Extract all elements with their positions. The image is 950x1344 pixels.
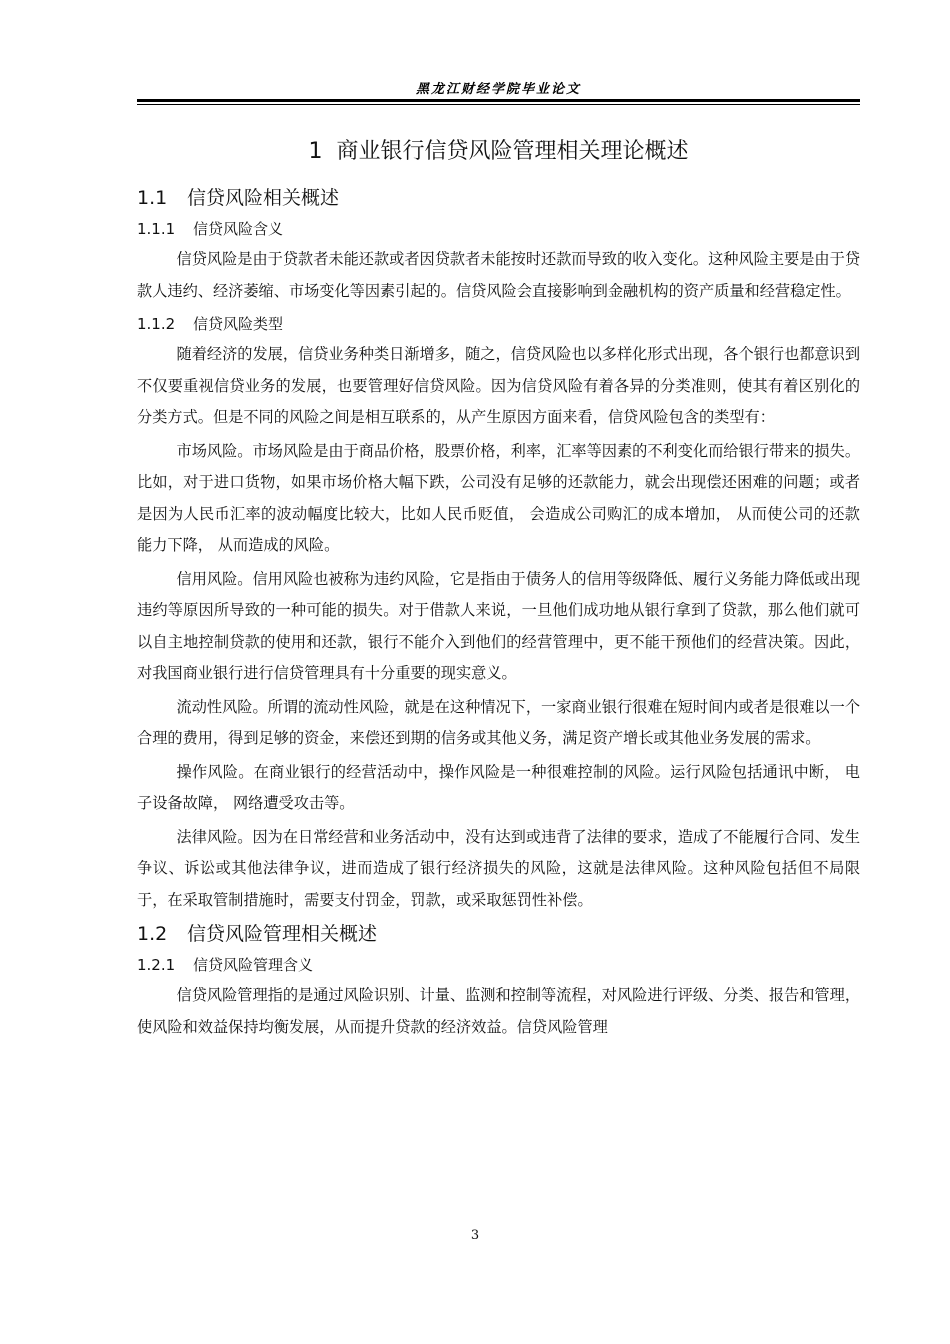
body-paragraph-operational-risk: 操作风险。在商业银行的经营活动中，操作风险是一种很难控制的风险。运行风险包括通讯中断， 电子设备故障， 网络遭受攻击等。 (137, 762, 860, 812)
body-paragraph: 信贷风险是由于贷款者未能还款或者因贷款者未能按时还款而导致的收入变化。这种风险主要是由于贷款人违约、经济萎缩、市场变化等因素引起的。信贷风险会直接影响到金融机构的资产质量和经营稳定性。 (137, 250, 860, 300)
subsection-number: 1.2.1 (137, 956, 176, 974)
section-title: 信贷风险管理相关概述 (187, 923, 378, 945)
chapter-title-text: 商业银行信贷风险管理相关理论概述 (336, 139, 689, 164)
body-paragraph: 随着经济的发展，信贷业务种类日渐增多，随之，信贷风险也以多样化形式出现，各个银行也都意识到不仅要重视信贷业务的发展，也要管理好信贷风险。因为信贷风险有着各异的分类准则，使其有着区别化的分类方式。但是不同的风险之间是相互联系的，从产生原因方面来看，信贷风险包含的类型有： (137, 345, 860, 426)
body-paragraph: 信贷风险管理指的是通过风险识别、计量、监测和控制等流程，对风险进行评级、分类、报告和管理，使风险和效益保持均衡发展，从而提升贷款的经济效益。信贷风险管理 (137, 986, 860, 1036)
header-rule (137, 99, 860, 102)
chapter-number: 1 (308, 139, 323, 164)
chapter-title (137, 132, 860, 172)
body-paragraph-credit-risk: 信用风险。信用风险也被称为违约风险，它是指由于债务人的信用等级降低、履行义务能力降低或出现违约等原因所导致的一种可能的损失。对于借款人来说，一旦他们成功地从银行拿到了贷款，那么他们就可以自主地控制贷款的使用和还款，银行不能介入到他们的经营管理中，更不能干预他们的经营决策。因此，对我国商业银行进行信贷管理具有十分重要的现实意义。 (137, 569, 860, 682)
page-body (137, 132, 860, 1045)
subsection-title: 信贷风险管理含义 (193, 956, 314, 974)
body-paragraph-market-risk: 市场风险。市场风险是由于商品价格，股票价格，利率，汇率等因素的不利变化而给银行带来的损失。比如，对于进口货物，如果市场价格大幅下跌，公司没有足够的还款能力，就会出现偿还困难的问题；或者是因为人民币汇率的波动幅度比较大，比如人民币贬值， 会造成公司购汇的成本增加， 从而使公司的还款能力下降， 从而造成的风险。 (137, 441, 860, 554)
section-number: 1.1 (137, 187, 168, 209)
subsection-heading-1-1-2 (137, 309, 860, 339)
running-header: 黑龙江财经学院毕业论文 (415, 82, 581, 97)
body-paragraph-liquidity-risk: 流动性风险。所谓的流动性风险，就是在这种情况下，一家商业银行很难在短时间内或者是很难以一个合理的费用，得到足够的资金，来偿还到期的信务或其他义务，满足资产增长或其他业务发展的需求。 (137, 697, 860, 747)
body-paragraph-legal-risk: 法律风险。因为在日常经营和业务活动中，没有达到或违背了法律的要求，造成了不能履行合同、发生争议、诉讼或其他法律争议，进而造成了银行经济损失的风险，这就是法律风险。这种风险包括但不局限于，在采取管制措施时，需要支付罚金，罚款，或采取惩罚性补偿。 (137, 827, 860, 909)
section-heading-1-1 (137, 182, 860, 214)
section-title: 信贷风险相关概述 (187, 187, 340, 209)
subsection-heading-1-1-1 (137, 214, 860, 244)
subsection-title: 信贷风险含义 (193, 220, 284, 238)
subsection-title: 信贷风险类型 (193, 315, 284, 333)
section-heading-1-2 (137, 918, 860, 950)
page-number: 3 (470, 1228, 480, 1243)
section-number: 1.2 (137, 923, 168, 945)
header-rule-thin (137, 104, 860, 105)
subsection-number: 1.1.2 (137, 315, 176, 333)
subsection-heading-1-2-1 (137, 950, 860, 980)
subsection-number: 1.1.1 (137, 220, 176, 238)
